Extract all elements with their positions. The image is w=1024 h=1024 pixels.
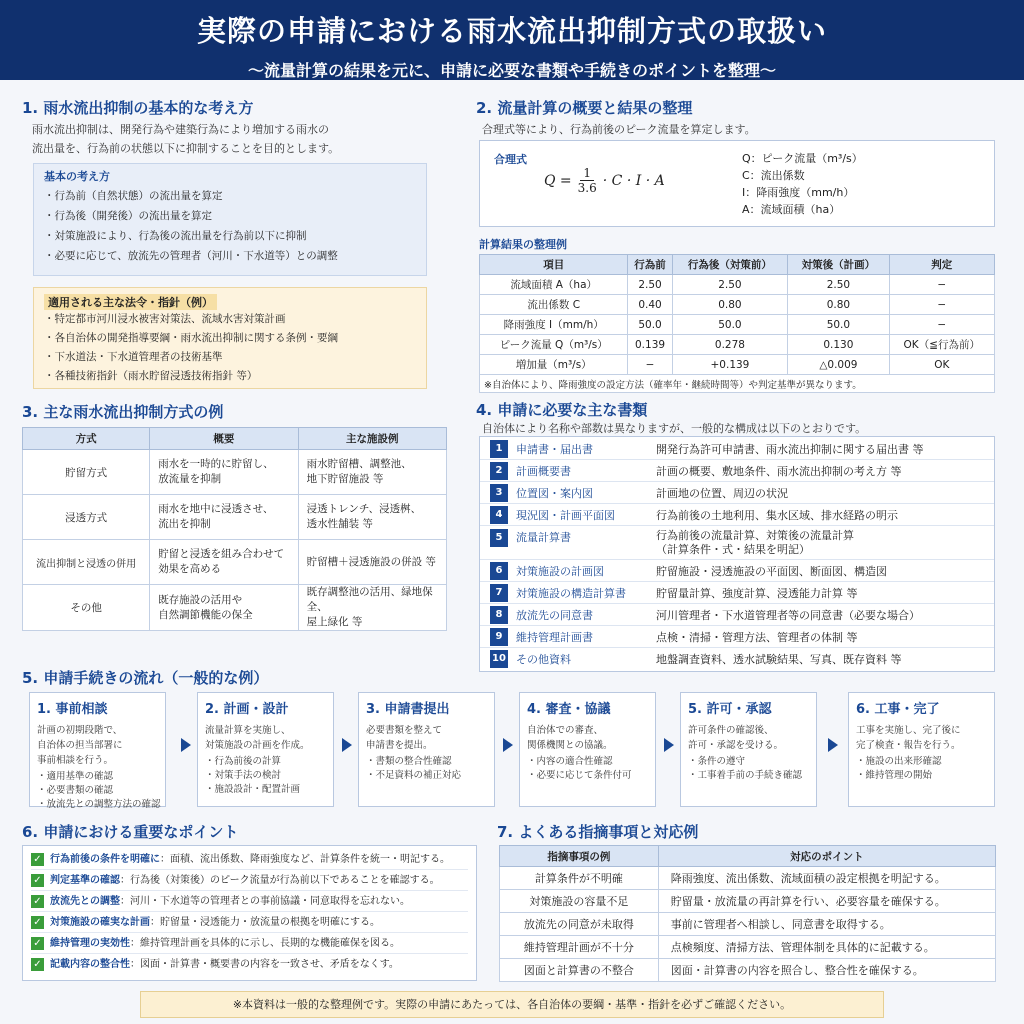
law-item: ・各自治体の開発指導要綱・雨水流出抑制に関する条例・要綱 <box>44 332 338 344</box>
section-6-title: 6. 申請における重要なポイント <box>22 823 239 841</box>
methods-cell: 雨水貯留槽、調整池、 地下貯留施設 等 <box>298 450 446 495</box>
result-cell: 降雨強度 I（mm/h） <box>480 315 628 335</box>
doc-desc: 地盤調査資料、透水試験結果、写真、既存資料 等 <box>656 653 902 666</box>
laws-box <box>33 287 427 389</box>
flow-arrow-icon <box>664 738 674 752</box>
step-item: ・不足資料の補正対応 <box>366 770 462 781</box>
flow-arrow-icon <box>342 738 352 752</box>
documents-list <box>479 436 995 672</box>
step-item: ・放流先との調整方法の確認 <box>37 799 161 810</box>
step-item: ・書類の整合性確認 <box>366 756 452 767</box>
methods-table <box>22 427 447 631</box>
section-5-title: 5. 申請手続きの流れ（一般的な例） <box>22 669 269 687</box>
list-item <box>31 912 468 933</box>
step-title: 4. 審査・協議 <box>527 702 611 717</box>
basic-concept-item: ・対策施設により、行為後の流出量を行為前以下に抑制 <box>44 230 307 242</box>
result-cell: 0.278 <box>672 335 788 355</box>
result-cell: 50.0 <box>672 315 788 335</box>
flow-arrow-icon <box>828 738 838 752</box>
step-item: ・必要に応じて条件付可 <box>527 770 632 781</box>
issues-cell: 図面と計算書の不整合 <box>500 959 659 982</box>
result-cell: 0.40 <box>628 295 672 315</box>
formula-label: 合理式 <box>494 153 527 166</box>
footer-note: ※本資料は一般的な整理例です。実際の申請にあたっては、各自治体の要綱・基準・指針を必ずご確認ください。 <box>140 991 884 1018</box>
point-text: ：面積、流出係数、降雨強度など、計算条件を統一・明記する。 <box>160 854 450 865</box>
list-item <box>480 582 994 604</box>
section-3-heading <box>22 401 223 422</box>
header-banner <box>0 0 1024 80</box>
step-item: ・適用基準の確認 <box>37 771 114 782</box>
table-row <box>23 495 447 540</box>
step-desc: 許可条件の確認後、 許可・承認を受ける。 <box>688 725 784 751</box>
flow-arrow-icon <box>503 738 513 752</box>
doc-number: 2 <box>490 462 508 480</box>
table-row <box>480 295 995 315</box>
list-item <box>31 954 468 975</box>
section-documents <box>476 399 1006 437</box>
step-item: ・内容の適合性確認 <box>527 756 613 767</box>
methods-cell: 流出抑制と浸透の併用 <box>23 540 150 585</box>
list-item <box>480 560 994 582</box>
check-icon: ✓ <box>31 937 44 950</box>
issues-table-block <box>499 845 996 982</box>
doc-name: 放流先の同意書 <box>516 608 593 622</box>
table-row <box>480 275 995 295</box>
check-icon: ✓ <box>31 874 44 887</box>
check-icon: ✓ <box>31 916 44 929</box>
result-header: 行為前 <box>628 255 672 275</box>
formula-fraction <box>578 166 597 195</box>
doc-number: 9 <box>490 628 508 646</box>
flow-step <box>680 692 817 807</box>
doc-desc: 計画地の位置、周辺の状況 <box>656 486 788 500</box>
basic-concept-item: ・必要に応じて、放流先の管理者（河川・下水道等）との調整 <box>44 250 338 262</box>
issues-cell: 降雨強度、流出係数、流域面積の設定根拠を明記する。 <box>658 867 995 890</box>
step-item: ・維持管理の開始 <box>856 770 933 781</box>
var-i: I：降雨強度（mm/h） <box>742 186 855 199</box>
step-desc: 計画の初期段階で、 自治体の担当部署に 事前相談を行う。 <box>37 725 123 766</box>
section-5-heading <box>22 667 268 688</box>
doc-name: 計画概要書 <box>516 464 571 478</box>
doc-name: 位置図・案内図 <box>516 486 593 500</box>
step-item: ・必要書類の確認 <box>37 785 114 796</box>
result-header: 行為後（対策前） <box>672 255 788 275</box>
methods-cell: 雨水を一時的に貯留し、 放流量を抑制 <box>150 450 298 495</box>
doc-desc: 計画の概要、敷地条件、雨水流出抑制の考え方 等 <box>656 464 902 478</box>
result-cell: 0.80 <box>672 295 788 315</box>
table-row <box>500 959 996 982</box>
result-label: 計算結果の整理例 <box>479 238 567 251</box>
doc-desc: 点検・清掃・管理方法、管理者の体制 等 <box>656 630 858 644</box>
doc-desc: 行為前後の流量計算、対策後の流量計算 （計算条件・式・結果を明記） <box>656 529 854 556</box>
result-cell: − <box>628 355 672 375</box>
step-desc: 必要書類を整えて 申請書を提出。 <box>366 725 443 751</box>
point-title: 放流先との調整 <box>50 896 120 907</box>
list-item <box>31 870 468 891</box>
methods-cell: 貯留槽＋浸透施設の併設 等 <box>298 540 446 585</box>
check-icon: ✓ <box>31 853 44 866</box>
page-title: 実際の申請における雨水流出抑制方式の取扱い <box>196 14 827 48</box>
issues-cell: 点検頻度、清掃方法、管理体制を具体的に記載する。 <box>658 936 995 959</box>
doc-desc: 貯留量計算、強度計算、浸透能力計算 等 <box>656 586 858 600</box>
result-cell: 50.0 <box>788 315 889 335</box>
result-cell: 2.50 <box>672 275 788 295</box>
step-title: 1. 事前相談 <box>37 702 108 717</box>
point-text: ：図面・計算書・概要書の内容を一致させ、矛盾をなくす。 <box>130 959 399 970</box>
table-row <box>480 335 995 355</box>
methods-cell: その他 <box>23 585 150 631</box>
point-title: 記載内容の整合性 <box>50 959 130 970</box>
var-c: C：流出係数 <box>742 169 805 182</box>
doc-desc: 行為前後の土地利用、集水区域、排水経路の明示 <box>656 508 898 522</box>
doc-name: 対策施設の構造計算書 <box>516 586 626 600</box>
fraction-denominator: 3.6 <box>577 181 597 195</box>
doc-name: その他資料 <box>516 653 571 666</box>
result-note: ※自治体により、降雨強度の設定方法（確率年・継続時間等）や判定基準が異なります。 <box>480 375 995 393</box>
methods-cell: 浸透方式 <box>23 495 150 540</box>
result-header: 対策後（計画） <box>788 255 889 275</box>
table-row <box>23 450 447 495</box>
doc-number: 8 <box>490 606 508 624</box>
result-cell: 0.80 <box>788 295 889 315</box>
methods-cell: 貯留と浸透を組み合わせて 効果を高める <box>150 540 298 585</box>
result-cell: − <box>889 295 994 315</box>
step-title: 6. 工事・完了 <box>856 702 940 717</box>
formula-lhs: Q = <box>544 172 572 189</box>
step-desc: 流量計算を実施し、 対策施設の計画を作成。 <box>205 725 310 751</box>
var-q: Q：ピーク流量（m³/s） <box>742 152 863 165</box>
result-cell: OK <box>889 355 994 375</box>
result-cell: 0.139 <box>628 335 672 355</box>
issues-cell: 維持管理計画が不十分 <box>500 936 659 959</box>
table-row <box>500 890 996 913</box>
basic-concept-label: 基本の考え方 <box>44 170 110 183</box>
step-item: ・工事着手前の手続き確認 <box>688 770 803 781</box>
table-row <box>480 315 995 335</box>
result-cell: 2.50 <box>628 275 672 295</box>
list-item <box>480 604 994 626</box>
list-item <box>480 626 994 648</box>
doc-name: 流量計算書 <box>516 531 571 544</box>
result-header: 判定 <box>889 255 994 275</box>
result-cell: +0.139 <box>672 355 788 375</box>
formula-box <box>479 140 995 227</box>
step-item: ・施設設計・配置計画 <box>205 784 301 795</box>
step-item: ・行為前後の計算 <box>205 756 282 767</box>
section-4-title: 4. 申請に必要な主な書類 <box>476 401 648 419</box>
result-cell: 増加量（m³/s） <box>480 355 628 375</box>
point-text: ：維持管理計画を具体的に示し、長期的な機能確保を図る。 <box>130 938 400 949</box>
point-text: ：貯留量・浸透能力・放流量の根拠を明確にする。 <box>150 917 380 928</box>
step-item: ・施設の出来形確認 <box>856 756 942 767</box>
doc-number: 1 <box>490 440 508 458</box>
section-7-heading <box>497 821 698 842</box>
methods-header: 方式 <box>23 428 150 450</box>
doc-number: 7 <box>490 584 508 602</box>
doc-number: 3 <box>490 484 508 502</box>
list-item <box>31 933 468 954</box>
issues-header: 対応のポイント <box>658 846 995 867</box>
result-table-block <box>479 236 995 393</box>
doc-number: 4 <box>490 506 508 524</box>
result-cell: OK（≦行為前） <box>889 335 994 355</box>
law-item: ・特定都市河川浸水被害対策法、流域水害対策計画 <box>44 313 286 325</box>
table-row <box>23 540 447 585</box>
list-item <box>480 648 994 670</box>
table-row <box>23 585 447 631</box>
doc-number: 10 <box>490 650 508 668</box>
issues-cell: 計算条件が不明確 <box>500 867 659 890</box>
doc-name: 現況図・計画平面図 <box>516 508 615 522</box>
doc-number: 5 <box>490 529 508 547</box>
doc-name: 対策施設の計画図 <box>516 564 604 578</box>
rational-formula <box>544 166 665 195</box>
table-note-row <box>480 375 995 393</box>
flow-step <box>519 692 656 807</box>
section-flow-calc <box>476 97 1006 139</box>
result-cell: − <box>889 315 994 335</box>
section-6-heading <box>22 821 238 842</box>
step-desc: 自治体での審査、 関係機関との協議。 <box>527 725 613 751</box>
issues-cell: 事前に管理者へ相談し、同意書を取得する。 <box>658 913 995 936</box>
result-cell: 50.0 <box>628 315 672 335</box>
list-item <box>480 438 994 460</box>
methods-cell: 浸透トレンチ、浸透桝、 透水性舗装 等 <box>298 495 446 540</box>
section-2-intro: 合理式等により、行為前後のピーク流量を算定します。 <box>482 123 756 136</box>
table-row <box>500 867 996 890</box>
flow-step <box>29 692 166 810</box>
basic-concept-item: ・行為後（開発後）の流出量を算定 <box>44 210 212 222</box>
result-cell: 2.50 <box>788 275 889 295</box>
formula-rhs: · C · I · A <box>602 172 665 189</box>
formula-variables <box>742 150 863 218</box>
result-cell: ピーク流量 Q（m³/s） <box>480 335 628 355</box>
result-cell: △0.009 <box>788 355 889 375</box>
result-cell: 流域面積 A（ha） <box>480 275 628 295</box>
methods-header: 主な施設例 <box>298 428 446 450</box>
methods-cell: 雨水を地中に浸透させ、 流出を抑制 <box>150 495 298 540</box>
issues-table <box>499 845 996 982</box>
list-item <box>480 482 994 504</box>
methods-table-block <box>22 427 447 631</box>
flow-step <box>197 692 334 807</box>
point-text: ：河川・下水道等の管理者との事前協議・同意取得を忘れない。 <box>120 896 410 907</box>
result-cell: 流出係数 C <box>480 295 628 315</box>
methods-cell: 貯留方式 <box>23 450 150 495</box>
section-2-title: 2. 流量計算の概要と結果の整理 <box>476 99 693 117</box>
table-row <box>500 913 996 936</box>
point-title: 行為前後の条件を明確に <box>50 854 160 865</box>
issues-cell: 放流先の同意が未取得 <box>500 913 659 936</box>
var-a: A：流域面積（ha） <box>742 203 841 216</box>
section-3-title: 3. 主な雨水流出抑制方式の例 <box>22 403 224 421</box>
flow-arrow-icon <box>181 738 191 752</box>
step-title: 2. 計画・設計 <box>205 702 289 717</box>
result-cell: − <box>889 275 994 295</box>
methods-cell: 既存施設の活用や 自然調節機能の保全 <box>150 585 298 631</box>
issues-cell: 対策施設の容量不足 <box>500 890 659 913</box>
step-item: ・条件の遵守 <box>688 756 746 767</box>
check-icon: ✓ <box>31 958 44 971</box>
law-item: ・下水道法・下水道管理者の技術基準 <box>44 351 223 363</box>
doc-desc: 河川管理者・下水道管理者等の同意書（必要な場合） <box>656 608 920 622</box>
law-item: ・各種技術指針（雨水貯留浸透技術指針 等） <box>44 370 258 382</box>
table-row <box>500 936 996 959</box>
issues-cell: 貯留量・放流量の再計算を行い、必要容量を確保する。 <box>658 890 995 913</box>
point-title: 対策施設の確実な計画 <box>50 917 150 928</box>
flow-step <box>358 692 495 807</box>
section-7-title: 7. よくある指摘事項と対応例 <box>497 823 699 841</box>
list-item <box>31 891 468 912</box>
laws-label: 適用される主な法令・指針（例） <box>44 294 217 310</box>
fraction-numerator: 1 <box>580 166 594 181</box>
result-header: 項目 <box>480 255 628 275</box>
methods-cell: 既存調整池の活用、緑地保全、 屋上緑化 等 <box>298 585 446 631</box>
doc-desc: 開発行為許可申請書、雨水流出抑制に関する届出書 等 <box>656 442 924 456</box>
step-item: ・対策手法の検討 <box>205 770 282 781</box>
section-basic-concept <box>22 97 432 158</box>
basic-concept-item: ・行為前（自然状態）の流出量を算定 <box>44 190 223 202</box>
step-desc: 工事を実施し、完了後に 完了検査・報告を行う。 <box>856 725 961 751</box>
table-row <box>480 355 995 375</box>
key-points-box <box>22 845 477 981</box>
basic-concept-box <box>33 163 427 276</box>
section-4-intro: 自治体により名称や部数は異なりますが、一般的な構成は以下のとおりです。 <box>482 422 867 435</box>
section-1-intro-2: 流出量を、行為前の状態以下に抑制することを目的とします。 <box>32 142 340 155</box>
point-title: 判定基準の確認 <box>50 875 120 886</box>
section-1-title: 1. 雨水流出抑制の基本的な考え方 <box>22 99 254 117</box>
result-table <box>479 254 995 393</box>
page-subtitle: 〜流量計算の結果を元に、申請に必要な書類や手続きのポイントを整理〜 <box>247 61 776 80</box>
point-title: 維持管理の実効性 <box>50 938 130 949</box>
doc-name: 維持管理計画書 <box>516 630 593 644</box>
methods-header: 概要 <box>150 428 298 450</box>
step-title: 3. 申請書提出 <box>366 702 450 717</box>
issues-cell: 図面・計算書の内容を照合し、整合性を確保する。 <box>658 959 995 982</box>
list-item <box>480 504 994 526</box>
step-title: 5. 許可・承認 <box>688 702 772 717</box>
issues-header: 指摘事項の例 <box>500 846 659 867</box>
point-text: ：行為後（対策後）のピーク流量が行為前以下であることを確認する。 <box>120 875 440 886</box>
doc-name: 申請書・届出書 <box>516 442 593 456</box>
flow-step <box>848 692 995 807</box>
list-item <box>31 849 468 870</box>
list-item <box>480 526 994 560</box>
doc-desc: 貯留施設・浸透施設の平面図、断面図、構造図 <box>656 564 887 578</box>
result-cell: 0.130 <box>788 335 889 355</box>
section-1-intro-1: 雨水流出抑制は、開発行為や建築行為により増加する雨水の <box>32 123 329 136</box>
check-icon: ✓ <box>31 895 44 908</box>
doc-number: 6 <box>490 562 508 580</box>
list-item <box>480 460 994 482</box>
